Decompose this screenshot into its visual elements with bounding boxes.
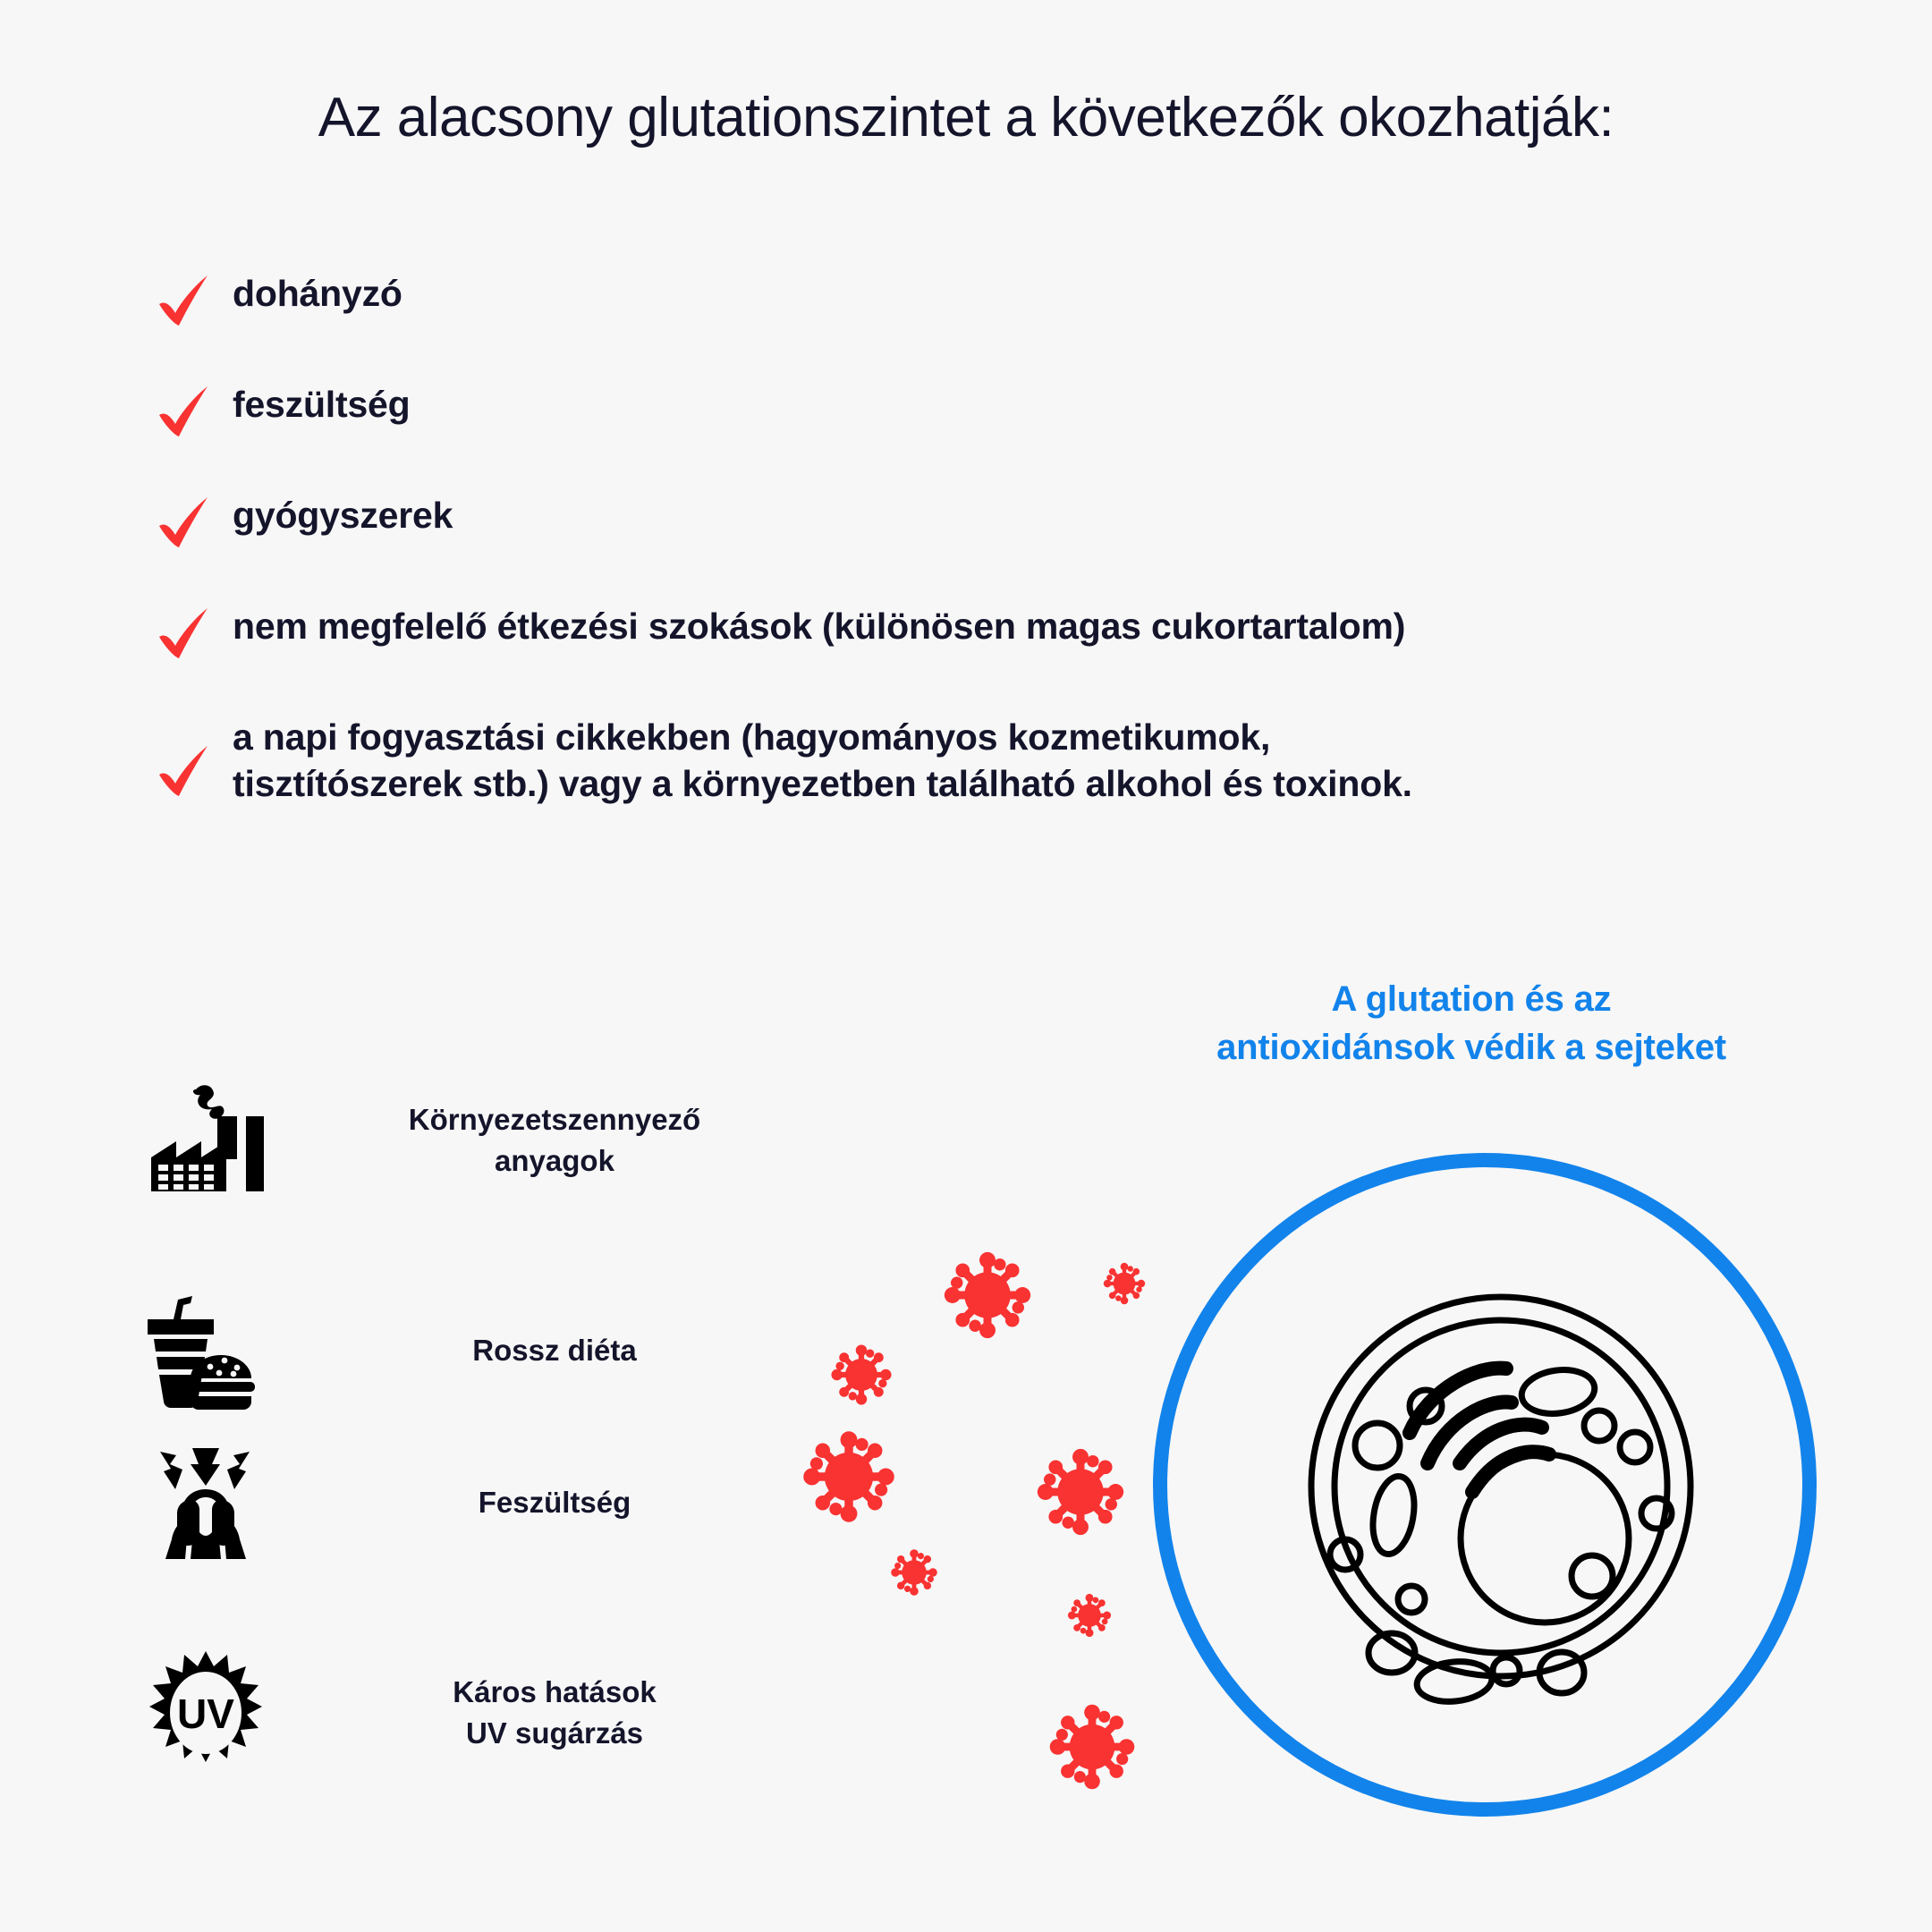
- protection-heading-line2: antioxidánsok védik a sejteket: [1216, 1028, 1726, 1067]
- nucleolus: [1572, 1555, 1613, 1597]
- list-item-label-line2: tisztítószerek stb.) vagy a környezetben található alkohol és toxinok.: [233, 763, 1412, 805]
- causes-checklist: [152, 268, 1762, 808]
- protection-heading-line1: A glutation és az: [1331, 979, 1612, 1019]
- protected-cell: [1145, 1145, 1825, 1825]
- organelle: [1493, 1657, 1520, 1684]
- factor-label: [322, 1099, 787, 1181]
- factor-label-line1: Rossz diéta: [472, 1334, 637, 1368]
- check-icon: [152, 490, 233, 555]
- free-radical-icon: [887, 1546, 941, 1599]
- free-radical-icon: [1100, 1259, 1148, 1308]
- factor-label-line2: UV sugárzás: [465, 1716, 644, 1750]
- endoplasmic-reticulum: [1472, 1452, 1549, 1492]
- free-radical-icon: [1043, 1698, 1141, 1796]
- list-item: [152, 712, 1762, 808]
- list-item: [152, 379, 1762, 444]
- list-item-label: nem megfelelő étkezési szokások (különösen magas cukortartalom): [233, 606, 1406, 647]
- organelle: [1368, 1473, 1420, 1557]
- list-item-label: feszültség: [233, 384, 411, 425]
- factor-label-line1: Feszültség: [478, 1486, 631, 1520]
- factor-label: [322, 1672, 787, 1753]
- uv-sun-icon: [134, 1641, 277, 1784]
- free-radical-icon: [1064, 1590, 1114, 1640]
- list-item-label-line1: a napi fogyasztási cikkekben (hagyományos kozmetikumok,: [233, 716, 1271, 758]
- check-icon: [152, 601, 233, 665]
- cell-protection-illustration: [787, 1055, 1932, 1932]
- factor-label: [322, 1482, 787, 1523]
- cell-membrane-outer: [1311, 1297, 1690, 1676]
- organelle: [1355, 1423, 1400, 1468]
- list-item: [152, 601, 1762, 665]
- factor-uv-radiation: [134, 1641, 787, 1784]
- check-icon: [152, 712, 233, 803]
- factory-icon: [134, 1069, 277, 1212]
- factor-label-line2: anyagok: [495, 1144, 614, 1177]
- factor-label-line1: Környezetszennyező: [408, 1103, 701, 1137]
- list-item-label: dohányzó: [233, 273, 402, 314]
- organelle: [1398, 1586, 1425, 1613]
- factor-label-line1: Káros hatások: [453, 1675, 657, 1709]
- free-radical-icon: [937, 1245, 1038, 1345]
- factor-pollution: [134, 1069, 787, 1212]
- check-icon: [152, 268, 233, 333]
- list-item: [152, 490, 1762, 555]
- factor-stress: [134, 1431, 787, 1574]
- list-item: [152, 268, 1762, 333]
- stress-icon: [134, 1431, 277, 1574]
- list-item-label: [233, 712, 1412, 808]
- free-radical-icon: [796, 1424, 902, 1530]
- free-radical-icon: [826, 1340, 896, 1410]
- fast-food-icon: [134, 1279, 277, 1422]
- factor-bad-diet: [134, 1279, 787, 1422]
- organelle: [1415, 1658, 1494, 1706]
- list-item-label: gyógyszerek: [233, 495, 453, 536]
- organelle: [1584, 1411, 1614, 1441]
- free-radical-icon: [1030, 1442, 1131, 1542]
- uv-badge-text: UV: [177, 1690, 234, 1737]
- organelle: [1519, 1366, 1597, 1419]
- factor-label: [322, 1330, 787, 1371]
- organelle: [1620, 1432, 1650, 1462]
- check-icon: [152, 379, 233, 444]
- page-title: Az alacsony glutationszintet a következők okozhatják:: [318, 87, 1614, 148]
